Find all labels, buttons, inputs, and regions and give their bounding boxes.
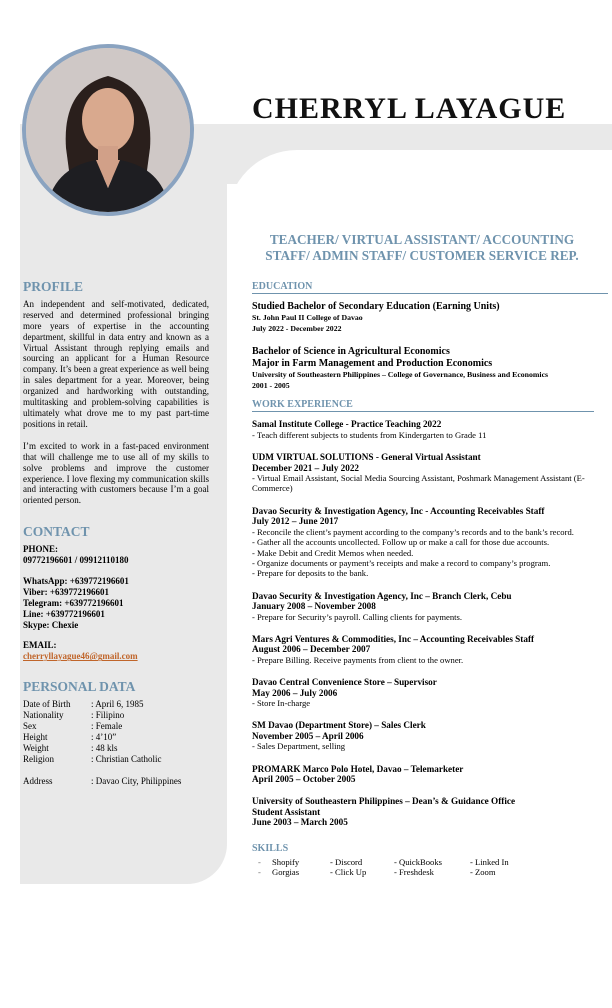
job-entry: SM Davao (Department Store) – Sales Clerk November 2005 – April 2006 - Sales Department, selling xyxy=(252,720,426,752)
whatsapp: WhatsApp: +639772196601 xyxy=(23,575,129,586)
skill-item: - Discord xyxy=(330,857,363,868)
job-entry: PROMARK Marco Polo Hotel, Davao – Telemarketer April 2005 – October 2005 xyxy=(252,763,464,784)
skill-item: Gorgias xyxy=(272,867,300,878)
education-entry: Studied Bachelor of Secondary Education (Earning Units) St. John Paul II College of Davao July 2022 - December 2022 xyxy=(252,301,500,333)
phone-numbers: 09772196601 / 09912110180 xyxy=(23,555,129,566)
job-entry: Samal Institute College - Practice Teaching 2022 - Teach different subjects to students from Kindergarten to Grade 11 xyxy=(252,419,487,440)
right-column xyxy=(252,282,594,878)
line: Line: +639772196601 xyxy=(23,608,105,619)
job-entry: Davao Security & Investigation Agency, Inc – Branch Clerk, Cebu January 2008 – November 2008 - Prepare for Security’s payroll. Calling clients for payments. xyxy=(252,590,512,622)
personal-row: Religion : Christian Catholic xyxy=(23,753,162,764)
job-entry: Davao Security & Investigation Agency, Inc - Accounting Receivables Staff July 2012 – June 2017 - Reconcile the client’s payment according to the company’s records and to the bank’s record. - Gather all the accounts uncollected. Follow up or make a call for those due accounts. - Make Debit and Credit Memos when needed. - Organize documents or payment’s receipts and make a record to company’s program. - Prepare for deposits to the bank. xyxy=(252,505,574,579)
profile-heading: PROFILE xyxy=(23,279,84,294)
personal-row: Weight : 48 kls xyxy=(23,742,118,753)
education-entry: Bachelor of Science in Agricultural Economics Major in Farm Management and Production Economics University of Southeastern Philippines – College of Governance, Business and Economics 2001 - 2005 xyxy=(252,346,549,390)
phone-label: PHONE: xyxy=(23,544,58,555)
personal-row: Height : 4’10” xyxy=(23,731,117,742)
profile-paragraph-1: An independent and self-motivated, dedicated, reserved and determined professional bringing more years of expertise in the accounting department, skillful in data entry and known as a Virtual Assistant through replying emails and sourcing an applicant for a Human Resource company. It’s been a great experience as well being in sales department for a year. Moreover, being organized and hardworking with outstanding, multitasking and problem-solving capabilities is ultimately what drove me to my past part-time positions in retail. xyxy=(23,298,209,429)
skill-item: - Click Up xyxy=(330,867,367,878)
skills-heading: SKILLS xyxy=(252,842,289,854)
contact-heading: CONTACT xyxy=(23,524,90,540)
skills-list xyxy=(252,857,594,878)
profile-photo xyxy=(22,44,194,216)
left-column xyxy=(23,279,209,787)
profile-paragraph-2: I’m excited to work in a fast-paced environment that will challenge me to use all of my skills to solve problems and improve the customer experience. I love flexing my communication skills and interacting with customers because I’m a goal oriented person. xyxy=(23,440,209,506)
portrait-image xyxy=(26,48,190,212)
skill-item: - QuickBooks xyxy=(394,857,442,868)
personal-data-heading: PERSONAL DATA xyxy=(23,679,136,695)
job-entry: University of Southeastern Philippines – Dean’s & Guidance Office Student Assistant June 2003 – March 2005 xyxy=(252,796,516,828)
work-experience-heading: WORK EXPERIENCE xyxy=(252,400,594,412)
job-titles: TEACHER/ VIRTUAL ASSISTANT/ ACCOUNTING STAFF/ ADMIN STAFF/ CUSTOMER SERVICE REP. xyxy=(265,232,579,263)
personal-row: Date of Birth : April 6, 1985 xyxy=(23,699,144,710)
candidate-name: CHERRYL LAYAGUE xyxy=(252,92,567,125)
skill-bullet: - xyxy=(258,857,261,868)
email-label: EMAIL: xyxy=(23,640,57,651)
skill-item: Shopify xyxy=(272,857,300,868)
address-row: Address : Davao City, Philippines xyxy=(23,775,182,786)
personal-row: Nationality : Filipino xyxy=(23,710,125,721)
skill-item: - Freshdesk xyxy=(394,867,434,878)
viber: Viber: +639772196601 xyxy=(23,586,110,597)
skill-item: - Linked In xyxy=(470,857,509,868)
skype: Skype: Chexie xyxy=(23,619,79,630)
personal-data-list xyxy=(23,699,209,786)
education-heading: EDUCATION xyxy=(252,282,608,294)
job-entry: Mars Agri Ventures & Commodities, Inc – Accounting Receivables Staff August 2006 – December 2007 - Prepare Billing. Receive payments from client to the owner. xyxy=(252,633,535,665)
skill-item: - Zoom xyxy=(470,867,496,878)
email-link[interactable]: cherryllayague46@gmail.com xyxy=(23,651,138,662)
job-entry: UDM VIRTUAL SOLUTIONS - General Virtual Assistant December 2021 – July 2022 - Virtual Email Assistant, Social Media Sourcing Assistant, Poshmark Management Assistant (E-Commerce) xyxy=(252,452,585,494)
telegram: Telegram: +639772196601 xyxy=(23,597,124,608)
skill-bullet: - xyxy=(258,867,261,878)
job-entry: Davao Central Convenience Store – Supervisor May 2006 – July 2006 - Store In-charge xyxy=(252,677,437,708)
personal-row: Sex : Female xyxy=(23,721,123,731)
